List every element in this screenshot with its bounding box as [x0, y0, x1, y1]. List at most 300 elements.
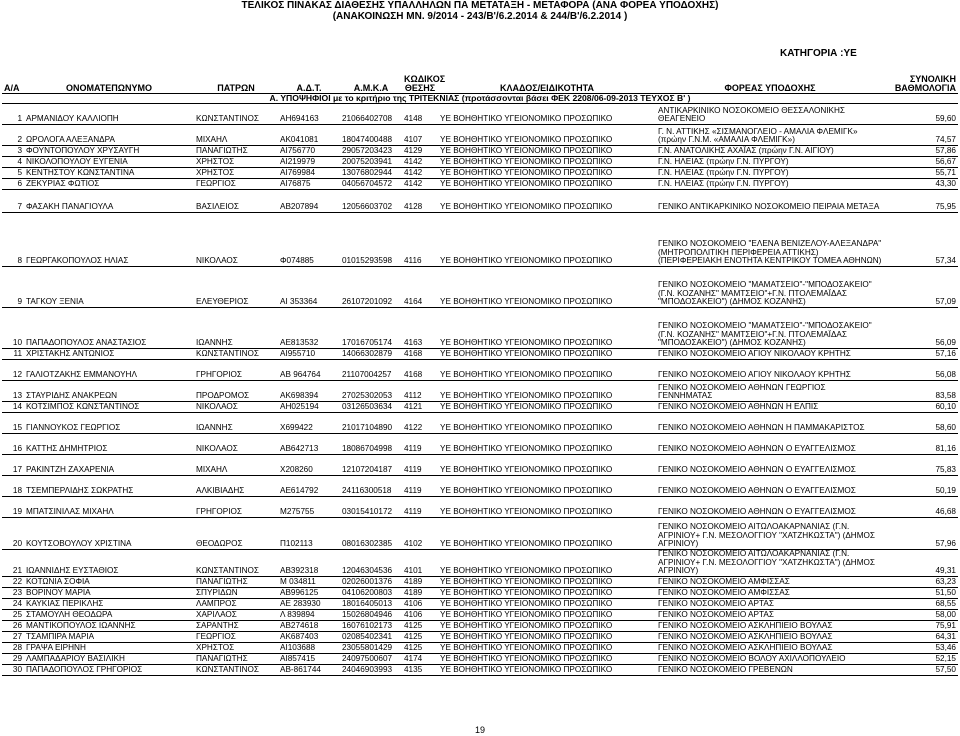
specialty: ΥΕ ΒΟΗΘΗΤΙΚΟ ΥΓΕΙΟΝΟΜΙΚΟ ΠΡΟΣΩΠΙΚΟ: [438, 598, 656, 609]
id-number: Χ208260: [278, 455, 340, 476]
document-subtitle: (ΑΝΑΚΟΙΝΩΣΗ ΜΝ. 9/2014 - 243/Β'/6.2.2014 & 244/Β'/6.2.2014 ): [332, 11, 628, 22]
employee-name: ΜΑΝΤΙΚΟΠΟΥΛΟΣ ΙΩΑΝΝΗΣ: [24, 620, 194, 631]
section-subheader-row: [2, 94, 958, 104]
header-aa: Α/Α: [2, 60, 24, 94]
id-number: ΑΕ614792: [278, 476, 340, 497]
table-row: [2, 434, 958, 455]
id-number: Μ275755: [278, 497, 340, 518]
father-name: ΣΠΥΡΙΔΩΝ: [194, 587, 278, 598]
position-code: 4142: [402, 168, 438, 179]
id-number: Φ074885: [278, 213, 340, 267]
total-score: 52,15: [884, 653, 958, 664]
position-code: 4125: [402, 642, 438, 653]
father-name: ΓΡΗΓΟΡΙΟΣ: [194, 360, 278, 381]
total-score: 68,55: [884, 598, 958, 609]
total-score: 57,34: [884, 213, 958, 267]
amka: 18086704998: [340, 434, 402, 455]
father-name: ΓΡΗΓΟΡΙΟΣ: [194, 497, 278, 518]
specialty: ΥΕ ΒΟΗΘΗΤΙΚΟ ΥΓΕΙΟΝΟΜΙΚΟ ΠΡΟΣΩΠΙΚΟ: [438, 190, 656, 213]
father-name: ΝΙΚΟΛΑΟΣ: [194, 434, 278, 455]
table-row: [2, 125, 958, 146]
amka: 24046903993: [340, 664, 402, 675]
header-name: ΟΝΟΜΑΤΕΠΩΝΥΜΟ: [24, 60, 194, 94]
document-title: ΤΕΛΙΚΟΣ ΠΙΝΑΚΑΣ ΔΙΑΘΕΣΗΣ ΥΠΑΛΛΗΛΩΝ ΠΑ ΜΕΤΑΤΑΞΗ - ΜΕΤΑΦΟΡΑ (ΑΝΑ ΦΟΡΕΑ ΥΠΟΔΟΧΗΣ): [241, 0, 719, 11]
row-number: 4: [2, 157, 24, 168]
header-amka: Α.Μ.Κ.Α: [340, 60, 402, 94]
position-code: 4135: [402, 664, 438, 675]
header-specialty: ΚΛΑΔΟΣ/ΕΙΔΙΚΟΤΗΤΑ: [438, 60, 656, 94]
specialty: ΥΕ ΒΟΗΘΗΤΙΚΟ ΥΓΕΙΟΝΟΜΙΚΟ ΠΡΟΣΩΠΙΚΟ: [438, 104, 656, 125]
row-number: 7: [2, 190, 24, 213]
employee-name: ΠΑΠΑΔΟΠΟΥΛΟΣ ΓΡΗΓΟΡΙΟΣ: [24, 664, 194, 675]
employee-name: ΡΑΚΙΝΤΖΗ ΖΑΧΑΡΕΝΙΑ: [24, 455, 194, 476]
host-agency: ΑΝΤΙΚΑΡΚΙΝΙΚΟ ΝΟΣΟΚΟΜΕΙΟ ΘΕΣΣΑΛΟΝΙΚΗΣ ΘΕΑΓΕΝΕΙΟ: [656, 104, 884, 125]
total-score: 75,91: [884, 620, 958, 631]
table-row: [2, 213, 958, 267]
host-agency: ΓΕΝΙΚΟ ΝΟΣΟΚΟΜΕΙΟ ΑΙΤΩΛΟΑΚΑΡΝΑΝΙΑΣ (Γ.Ν. ΑΓΡΙΝΙΟΥ+ Γ.Ν. ΜΕΣΟΛΟΓΓΙΟΥ "ΧΑΤΖΗΚΩΣΤΑ") (ΔΗΜΟΣ ΑΓΡΙΝΙΟΥ): [656, 518, 884, 550]
id-number: Λ 839894: [278, 609, 340, 620]
total-score: 49,31: [884, 550, 958, 577]
father-name: ΒΑΣΙΛΕΙΟΣ: [194, 190, 278, 213]
amka: 04056704572: [340, 179, 402, 190]
table-row: [2, 609, 958, 620]
specialty: ΥΕ ΒΟΗΘΗΤΙΚΟ ΥΓΕΙΟΝΟΜΙΚΟ ΠΡΟΣΩΠΙΚΟ: [438, 653, 656, 664]
position-code: 4101: [402, 550, 438, 577]
row-number: 20: [2, 518, 24, 550]
position-code: 4119: [402, 476, 438, 497]
page-number: 19: [474, 725, 485, 735]
father-name: ΙΩΑΝΝΗΣ: [194, 308, 278, 349]
specialty: ΥΕ ΒΟΗΘΗΤΙΚΟ ΥΓΕΙΟΝΟΜΙΚΟ ΠΡΟΣΩΠΙΚΟ: [438, 550, 656, 577]
id-number: ΑΒ274618: [278, 620, 340, 631]
host-agency: ΓΕΝΙΚΟ ΝΟΣΟΚΟΜΕΙΟ ΑΣΚΛΗΠΙΕΙΟ ΒΟΥΛΑΣ: [656, 642, 884, 653]
table-row: [2, 308, 958, 349]
total-score: 43,30: [884, 179, 958, 190]
employee-name: ΓΑΛΙΟΤΖΑΚΗΣ ΕΜΜΑΝΟΥΗΛ: [24, 360, 194, 381]
position-code: 4107: [402, 125, 438, 146]
total-score: 75,95: [884, 190, 958, 213]
amka: 21066402708: [340, 104, 402, 125]
table-row: [2, 146, 958, 157]
specialty: ΥΕ ΒΟΗΘΗΤΙΚΟ ΥΓΕΙΟΝΟΜΙΚΟ ΠΡΟΣΩΠΙΚΟ: [438, 455, 656, 476]
position-code: 4112: [402, 381, 438, 402]
amka: 21017104890: [340, 413, 402, 434]
id-number: ΑΒ-861744: [278, 664, 340, 675]
total-score: 56,09: [884, 308, 958, 349]
host-agency: ΓΕΝΙΚΟ ΝΟΣΟΚΟΜΕΙΟ ΑΓΙΟΥ ΝΙΚΟΛΑΟΥ ΚΡΗΤΗΣ: [656, 360, 884, 381]
id-number: ΑΗ694163: [278, 104, 340, 125]
id-number: Π102113: [278, 518, 340, 550]
row-number: 8: [2, 213, 24, 267]
employee-name: ΧΡΙΣΤΑΚΗΣ ΑΝΤΩΝΙΟΣ: [24, 349, 194, 360]
table-row: [2, 402, 958, 413]
specialty: ΥΕ ΒΟΗΘΗΤΙΚΟ ΥΓΕΙΟΝΟΜΙΚΟ ΠΡΟΣΩΠΙΚΟ: [438, 168, 656, 179]
row-number: 26: [2, 620, 24, 631]
father-name: ΧΑΡΙΛΑΟΣ: [194, 609, 278, 620]
employee-name: ΖΕΚΥΡΙΑΣ ΦΩΤΙΟΣ: [24, 179, 194, 190]
table-row: [2, 455, 958, 476]
id-number: ΑΚ687403: [278, 631, 340, 642]
total-score: 57,86: [884, 146, 958, 157]
total-score: 57,09: [884, 267, 958, 308]
total-score: 50,19: [884, 476, 958, 497]
host-agency: ΓΕΝΙΚΟ ΝΟΣΟΚΟΜΕΙΟ "ΜΑΜΑΤΣΕΙΟ"-"ΜΠΟΔΟΣΑΚΕΙΟ" (Γ.Ν. ΚΟΖΑΝΗΣ" ΜΑΜΤΣΕΙΟ"+Γ.Ν. ΠΤΟΛΕΜΑΪΔΑΣ "ΜΠΟΔΟΣΑΚΕΙΟ") (ΔΗΜΟΣ ΚΟΖΑΝΗΣ): [656, 308, 884, 349]
header-father: ΠΑΤΡΩΝ: [194, 60, 278, 94]
father-name: ΑΛΚΙΒΙΑΔΗΣ: [194, 476, 278, 497]
id-number: Χ699422: [278, 413, 340, 434]
host-agency: ΓΕΝΙΚΟ ΝΟΣΟΚΟΜΕΙΟ "ΕΛΕΝΑ ΒΕΝΙΖΕΛΟΥ-ΑΛΕΞΑΝΔΡΑ" (ΜΗΤΡΟΠΟΛΙΤΙΚΗ ΠΕΡΙΦΕΡΕΙΑ ΑΤΤΙΚΗΣ) (ΠΕΡΙΦΕΡΕΙΑΚΗ ΕΝΟΤΗΤΑ ΚΕΝΤΡΙΚΟΥ ΤΟΜΕΑ ΑΘΗΝΩΝ): [656, 213, 884, 267]
amka: 02085402341: [340, 631, 402, 642]
position-code: 4119: [402, 455, 438, 476]
id-number: ΑΙ756770: [278, 146, 340, 157]
position-code: 4121: [402, 402, 438, 413]
amka: 24097500607: [340, 653, 402, 664]
specialty: ΥΕ ΒΟΗΘΗΤΙΚΟ ΥΓΕΙΟΝΟΜΙΚΟ ΠΡΟΣΩΠΙΚΟ: [438, 609, 656, 620]
position-code: 4106: [402, 598, 438, 609]
specialty: ΥΕ ΒΟΗΘΗΤΙΚΟ ΥΓΕΙΟΝΟΜΙΚΟ ΠΡΟΣΩΠΙΚΟ: [438, 267, 656, 308]
specialty: ΥΕ ΒΟΗΘΗΤΙΚΟ ΥΓΕΙΟΝΟΜΙΚΟ ΠΡΟΣΩΠΙΚΟ: [438, 402, 656, 413]
row-number: 2: [2, 125, 24, 146]
id-number: ΑΙ 353364: [278, 267, 340, 308]
total-score: 53,46: [884, 642, 958, 653]
amka: 08016302385: [340, 518, 402, 550]
table-header-row: [2, 60, 958, 94]
id-number: ΑΙ955710: [278, 349, 340, 360]
row-number: 11: [2, 349, 24, 360]
total-score: 51,50: [884, 587, 958, 598]
specialty: ΥΕ ΒΟΗΘΗΤΙΚΟ ΥΓΕΙΟΝΟΜΙΚΟ ΠΡΟΣΩΠΙΚΟ: [438, 213, 656, 267]
total-score: 46,68: [884, 497, 958, 518]
total-score: 63,23: [884, 576, 958, 587]
total-score: 58,00: [884, 609, 958, 620]
id-number: ΑΙ76875: [278, 179, 340, 190]
table-row: [2, 381, 958, 402]
host-agency: ΓΕΝΙΚΟ ΝΟΣΟΚΟΜΕΙΟ ΑΜΦΙΣΣΑΣ: [656, 576, 884, 587]
employee-name: ΤΣΑΜΠΙΡΑ ΜΑΡΙΑ: [24, 631, 194, 642]
specialty: ΥΕ ΒΟΗΘΗΤΙΚΟ ΥΓΕΙΟΝΟΜΙΚΟ ΠΡΟΣΩΠΙΚΟ: [438, 413, 656, 434]
father-name: ΧΡΗΣΤΟΣ: [194, 642, 278, 653]
amka: 27025302053: [340, 381, 402, 402]
specialty: ΥΕ ΒΟΗΘΗΤΙΚΟ ΥΓΕΙΟΝΟΜΙΚΟ ΠΡΟΣΩΠΙΚΟ: [438, 518, 656, 550]
employee-name: ΚΑΤΤΗΣ ΔΗΜΗΤΡΙΟΣ: [24, 434, 194, 455]
host-agency: ΓΕΝΙΚΟ ΝΟΣΟΚΟΜΕΙΟ ΑΘΗΝΩΝ Ο ΕΥΑΓΓΕΛΙΣΜΟΣ: [656, 476, 884, 497]
specialty: ΥΕ ΒΟΗΘΗΤΙΚΟ ΥΓΕΙΟΝΟΜΙΚΟ ΠΡΟΣΩΠΙΚΟ: [438, 497, 656, 518]
specialty: ΥΕ ΒΟΗΘΗΤΙΚΟ ΥΓΕΙΟΝΟΜΙΚΟ ΠΡΟΣΩΠΙΚΟ: [438, 476, 656, 497]
father-name: ΣΑΡΑΝΤΗΣ: [194, 620, 278, 631]
amka: 13076802944: [340, 168, 402, 179]
father-name: ΙΩΑΝΝΗΣ: [194, 413, 278, 434]
specialty: ΥΕ ΒΟΗΘΗΤΙΚΟ ΥΓΕΙΟΝΟΜΙΚΟ ΠΡΟΣΩΠΙΚΟ: [438, 360, 656, 381]
row-number: 9: [2, 267, 24, 308]
id-number: ΑΙ103688: [278, 642, 340, 653]
position-code: 4125: [402, 620, 438, 631]
position-code: 4189: [402, 576, 438, 587]
row-number: 24: [2, 598, 24, 609]
position-code: 4119: [402, 497, 438, 518]
position-code: 4125: [402, 631, 438, 642]
employee-name: ΤΣΕΜΠΕΡΛΙΔΗΣ ΣΩΚΡΑΤΗΣ: [24, 476, 194, 497]
employee-name: ΓΙΑΝΝΟΥΚΟΣ ΓΕΩΡΓΙΟΣ: [24, 413, 194, 434]
father-name: ΜΙΧΑΗΛ: [194, 455, 278, 476]
row-number: 21: [2, 550, 24, 577]
table-row: [2, 104, 958, 125]
specialty: ΥΕ ΒΟΗΘΗΤΙΚΟ ΥΓΕΙΟΝΟΜΙΚΟ ΠΡΟΣΩΠΙΚΟ: [438, 631, 656, 642]
total-score: 58,60: [884, 413, 958, 434]
employee-name: ΑΡΜΑΝΙΔΟΥ ΚΑΛΛΙΟΠΗ: [24, 104, 194, 125]
table-row: [2, 360, 958, 381]
amka: 24116300518: [340, 476, 402, 497]
host-agency: Γ.Ν. ΗΛΕΙΑΣ (πρώην Γ.Ν. ΠΥΡΓΟΥ): [656, 168, 884, 179]
total-score: 81,16: [884, 434, 958, 455]
specialty: ΥΕ ΒΟΗΘΗΤΙΚΟ ΥΓΕΙΟΝΟΜΙΚΟ ΠΡΟΣΩΠΙΚΟ: [438, 620, 656, 631]
row-number: 6: [2, 179, 24, 190]
table-row: [2, 168, 958, 179]
allocation-table: [2, 60, 958, 676]
amka: 16076102173: [340, 620, 402, 631]
host-agency: ΓΕΝΙΚΟ ΝΟΣΟΚΟΜΕΙΟ ΑΘΗΝΩΝ Ο ΕΥΑΓΓΕΛΙΣΜΟΣ: [656, 455, 884, 476]
total-score: 57,16: [884, 349, 958, 360]
total-score: 59,60: [884, 104, 958, 125]
father-name: ΚΩΝΣΤΑΝΤΙΝΟΣ: [194, 550, 278, 577]
position-code: 4106: [402, 609, 438, 620]
host-agency: ΓΕΝΙΚΟ ΝΟΣΟΚΟΜΕΙΟ ΑΣΚΛΗΠΙΕΙΟ ΒΟΥΛΑΣ: [656, 631, 884, 642]
specialty: ΥΕ ΒΟΗΘΗΤΙΚΟ ΥΓΕΙΟΝΟΜΙΚΟ ΠΡΟΣΩΠΙΚΟ: [438, 642, 656, 653]
position-code: 4168: [402, 349, 438, 360]
father-name: ΘΕΟΔΩΡΟΣ: [194, 518, 278, 550]
father-name: ΓΕΩΡΓΙΟΣ: [194, 631, 278, 642]
father-name: ΛΑΜΠΡΟΣ: [194, 598, 278, 609]
specialty: ΥΕ ΒΟΗΘΗΤΙΚΟ ΥΓΕΙΟΝΟΜΙΚΟ ΠΡΟΣΩΠΙΚΟ: [438, 587, 656, 598]
row-number: 30: [2, 664, 24, 675]
employee-name: ΓΕΩΡΓΑΚΟΠΟΥΛΟΣ ΗΛΙΑΣ: [24, 213, 194, 267]
employee-name: ΚΑΥΚΙΑΣ ΠΕΡΙΚΛΗΣ: [24, 598, 194, 609]
table-row: [2, 587, 958, 598]
host-agency: ΓΕΝΙΚΟ ΝΟΣΟΚΟΜΕΙΟ ΑΡΤΑΣ: [656, 609, 884, 620]
header-total-score: ΣΥΝΟΛΙΚΗ ΒΑΘΜΟΛΟΓΙΑ: [884, 60, 958, 94]
table-row: [2, 267, 958, 308]
row-number: 18: [2, 476, 24, 497]
row-number: 12: [2, 360, 24, 381]
total-score: 57,96: [884, 518, 958, 550]
id-number: ΑΚ698394: [278, 381, 340, 402]
row-number: 13: [2, 381, 24, 402]
id-number: ΑΕ 283930: [278, 598, 340, 609]
host-agency: ΓΕΝΙΚΟ ΝΟΣΟΚΟΜΕΙΟ ΑΘΗΝΩΝ Ο ΕΥΑΓΓΕΛΙΣΜΟΣ: [656, 497, 884, 518]
amka: 20075203941: [340, 157, 402, 168]
employee-name: ΝΙΚΟΛΟΠΟΥΛΟΥ ΕΥΓΕΝΙΑ: [24, 157, 194, 168]
host-agency: ΓΕΝΙΚΟ ΝΟΣΟΚΟΜΕΙΟ ΑΜΦΙΣΣΑΣ: [656, 587, 884, 598]
host-agency: Γ.Ν. ΑΝΑΤΟΛΙΚΗΣ ΑΧΑΪΑΣ (πρώην Γ.Ν. ΑΙΓΙΟΥ): [656, 146, 884, 157]
id-number: ΑΒ 964764: [278, 360, 340, 381]
section-subheader: Α. ΥΠΟΨΗΦΙΟΙ με το κριτήριο της ΤΡΙΤΕΚΝΙΑΣ (προτάσσονται βάσει ΦΕΚ 2208/06-09-2013 ΤΕΥΧΟΣ Β' ): [2, 94, 958, 104]
father-name: ΠΡΟΔΡΟΜΟΣ: [194, 381, 278, 402]
id-number: ΑΙ769984: [278, 168, 340, 179]
id-number: ΑΙ857415: [278, 653, 340, 664]
row-number: 14: [2, 402, 24, 413]
amka: 03126503634: [340, 402, 402, 413]
row-number: 15: [2, 413, 24, 434]
id-number: ΑΚ041081: [278, 125, 340, 146]
father-name: ΠΑΝΑΓΙΩΤΗΣ: [194, 576, 278, 587]
position-code: 4122: [402, 413, 438, 434]
total-score: 83,58: [884, 381, 958, 402]
employee-name: ΦΑΣΑΚΗ ΠΑΝΑΓΙΟΥΛΑ: [24, 190, 194, 213]
position-code: 4189: [402, 587, 438, 598]
amka: 02026001376: [340, 576, 402, 587]
father-name: ΠΑΝΑΓΙΩΤΗΣ: [194, 146, 278, 157]
father-name: ΝΙΚΟΛΑΟΣ: [194, 402, 278, 413]
total-score: 55,71: [884, 168, 958, 179]
total-score: 56,08: [884, 360, 958, 381]
father-name: ΧΡΗΣΤΟΣ: [194, 157, 278, 168]
specialty: ΥΕ ΒΟΗΘΗΤΙΚΟ ΥΓΕΙΟΝΟΜΙΚΟ ΠΡΟΣΩΠΙΚΟ: [438, 664, 656, 675]
employee-name: ΚΟΤΩΝΙΑ ΣΟΦΙΑ: [24, 576, 194, 587]
specialty: ΥΕ ΒΟΗΘΗΤΙΚΟ ΥΓΕΙΟΝΟΜΙΚΟ ΠΡΟΣΩΠΙΚΟ: [438, 179, 656, 190]
table-row: [2, 653, 958, 664]
specialty: ΥΕ ΒΟΗΘΗΤΙΚΟ ΥΓΕΙΟΝΟΜΙΚΟ ΠΡΟΣΩΠΙΚΟ: [438, 349, 656, 360]
table-row: [2, 598, 958, 609]
category-label: ΚΑΤΗΓΟΡΙΑ :ΥΕ: [780, 48, 857, 59]
host-agency: ΓΕΝΙΚΟ ΝΟΣΟΚΟΜΕΙΟ ΑΘΗΝΩΝ Η ΕΛΠΙΣ: [656, 402, 884, 413]
row-number: 25: [2, 609, 24, 620]
host-agency: ΓΕΝΙΚΟ ΝΟΣΟΚΟΜΕΙΟ ΑΘΗΝΩΝ Ο ΕΥΑΓΓΕΛΙΣΜΟΣ: [656, 434, 884, 455]
table-row: [2, 631, 958, 642]
amka: 12107204187: [340, 455, 402, 476]
specialty: ΥΕ ΒΟΗΘΗΤΙΚΟ ΥΓΕΙΟΝΟΜΙΚΟ ΠΡΟΣΩΠΙΚΟ: [438, 576, 656, 587]
total-score: 75,83: [884, 455, 958, 476]
father-name: ΜΙΧΑΗΛ: [194, 125, 278, 146]
employee-name: ΚΟΤΣΙΜΠΟΣ ΚΩΝΣΤΑΝΤΙΝΟΣ: [24, 402, 194, 413]
total-score: 60,10: [884, 402, 958, 413]
host-agency: ΓΕΝΙΚΟ ΝΟΣΟΚΟΜΕΙΟ ΑΓΙΟΥ ΝΙΚΟΛΑΟΥ ΚΡΗΤΗΣ: [656, 349, 884, 360]
employee-name: ΓΡΑΨΑ ΕΙΡΗΝΗ: [24, 642, 194, 653]
position-code: 4129: [402, 146, 438, 157]
host-agency: ΓΕΝΙΚΟ ΝΟΣΟΚΟΜΕΙΟ ΒΟΛΟΥ ΑΧΙΛΛΟΠΟΥΛΕΙΟ: [656, 653, 884, 664]
row-number: 27: [2, 631, 24, 642]
table-row: [2, 642, 958, 653]
position-code: 4168: [402, 360, 438, 381]
employee-name: ΒΟΡΙΝΟΥ ΜΑΡΙΑ: [24, 587, 194, 598]
row-number: 3: [2, 146, 24, 157]
id-number: ΑΒ392318: [278, 550, 340, 577]
row-number: 28: [2, 642, 24, 653]
position-code: 4148: [402, 104, 438, 125]
position-code: 4128: [402, 190, 438, 213]
amka: 29057203423: [340, 146, 402, 157]
id-number: ΑΒ642713: [278, 434, 340, 455]
employee-name: ΚΕΝΤΗΣΤΟΥ ΚΩΝΣΤΑΝΤΙΝΑ: [24, 168, 194, 179]
table-row: [2, 413, 958, 434]
position-code: 4174: [402, 653, 438, 664]
table-row: [2, 157, 958, 168]
father-name: ΚΩΝΣΤΑΝΤΙΝΟΣ: [194, 104, 278, 125]
id-number: ΑΕ813532: [278, 308, 340, 349]
row-number: 17: [2, 455, 24, 476]
amka: 04106200803: [340, 587, 402, 598]
amka: 01015293598: [340, 213, 402, 267]
table-row: [2, 518, 958, 550]
total-score: 57,50: [884, 664, 958, 675]
position-code: 4116: [402, 213, 438, 267]
amka: 14066302879: [340, 349, 402, 360]
host-agency: ΓΕΝΙΚΟ ΝΟΣΟΚΟΜΕΙΟ "ΜΑΜΑΤΣΕΙΟ"-"ΜΠΟΔΟΣΑΚΕΙΟ" (Γ.Ν. ΚΟΖΑΝΗΣ" ΜΑΜΤΣΕΙΟ"+Γ.Ν. ΠΤΟΛΕΜΑΪΔΑΣ "ΜΠΟΔΟΣΑΚΕΙΟ") (ΔΗΜΟΣ ΚΟΖΑΝΗΣ): [656, 267, 884, 308]
employee-name: ΚΟΥΤΣΟΒΟΥΛΟΥ ΧΡΙΣΤΙΝΑ: [24, 518, 194, 550]
employee-name: ΣΤΑΜΟΥΛΗ ΘΕΟΔΩΡΑ: [24, 609, 194, 620]
host-agency: Γ.Ν. ΗΛΕΙΑΣ (πρώην Γ.Ν. ΠΥΡΓΟΥ): [656, 157, 884, 168]
employee-name: ΦΟΥΝΤΟΠΟΥΛΟΥ ΧΡΥΣΑΥΓΗ: [24, 146, 194, 157]
father-name: ΠΑΝΑΓΙΩΤΗΣ: [194, 653, 278, 664]
position-code: 4119: [402, 434, 438, 455]
row-number: 10: [2, 308, 24, 349]
table-row: [2, 349, 958, 360]
host-agency: Γ.Ν. ΗΛΕΙΑΣ (πρώην Γ.Ν. ΠΥΡΓΟΥ): [656, 179, 884, 190]
specialty: ΥΕ ΒΟΗΘΗΤΙΚΟ ΥΓΕΙΟΝΟΜΙΚΟ ΠΡΟΣΩΠΙΚΟ: [438, 434, 656, 455]
id-number: ΑΙ219979: [278, 157, 340, 168]
table-row: [2, 620, 958, 631]
host-agency: Γ. Ν. ΑΤΤΙΚΗΣ «ΣΙΣΜΑΝΟΓΛΕΙΟ - ΑΜΑΛΙΑ ΦΛΕΜΙΓΚ» (πρώην Γ.Ν.Μ. «ΑΜΑΛΙΑ ΦΛΕΜΙΓΚ»): [656, 125, 884, 146]
specialty: ΥΕ ΒΟΗΘΗΤΙΚΟ ΥΓΕΙΟΝΟΜΙΚΟ ΠΡΟΣΩΠΙΚΟ: [438, 146, 656, 157]
host-agency: ΓΕΝΙΚΟ ΝΟΣΟΚΟΜΕΙΟ ΑΡΤΑΣ: [656, 598, 884, 609]
header-adt: Α.Δ.Τ.: [278, 60, 340, 94]
father-name: ΧΡΗΣΤΟΣ: [194, 168, 278, 179]
amka: 03015410172: [340, 497, 402, 518]
header-host-agency: ΦΟΡΕΑΣ ΥΠΟΔΟΧΗΣ: [656, 60, 884, 94]
employee-name: ΠΑΠΑΔΟΠΟΥΛΟΣ ΑΝΑΣΤΑΣΙΟΣ: [24, 308, 194, 349]
table-row: [2, 190, 958, 213]
id-number: ΑΒ207894: [278, 190, 340, 213]
table-row: [2, 576, 958, 587]
host-agency: ΓΕΝΙΚΟ ΝΟΣΟΚΟΜΕΙΟ ΓΡΕΒΕΝΩΝ: [656, 664, 884, 675]
specialty: ΥΕ ΒΟΗΘΗΤΙΚΟ ΥΓΕΙΟΝΟΜΙΚΟ ΠΡΟΣΩΠΙΚΟ: [438, 157, 656, 168]
position-code: 4102: [402, 518, 438, 550]
id-number: ΑΗ025194: [278, 402, 340, 413]
employee-name: ΩΡΟΛΟΓΑ ΑΛΕΞΑΝΔΡΑ: [24, 125, 194, 146]
table-row: [2, 179, 958, 190]
id-number: ΑΒ996125: [278, 587, 340, 598]
specialty: ΥΕ ΒΟΗΘΗΤΙΚΟ ΥΓΕΙΟΝΟΜΙΚΟ ΠΡΟΣΩΠΙΚΟ: [438, 308, 656, 349]
amka: 21107004257: [340, 360, 402, 381]
father-name: ΚΩΝΣΤΑΝΤΙΝΟΣ: [194, 664, 278, 675]
amka: 23055801429: [340, 642, 402, 653]
total-score: 74,57: [884, 125, 958, 146]
total-score: 64,31: [884, 631, 958, 642]
employee-name: ΤΑΓΚΟΥ ΞΕΝΙΑ: [24, 267, 194, 308]
row-number: 22: [2, 576, 24, 587]
table-row: [2, 497, 958, 518]
host-agency: ΓΕΝΙΚΟ ΝΟΣΟΚΟΜΕΙΟ ΑΘΗΝΩΝ Η ΠΑΜΜΑΚΑΡΙΣΤΟΣ: [656, 413, 884, 434]
employee-name: ΜΠΑΤΣΙΝΙΛΑΣ ΜΙΧΑΗΛ: [24, 497, 194, 518]
row-number: 23: [2, 587, 24, 598]
amka: 12046304536: [340, 550, 402, 577]
position-code: 4163: [402, 308, 438, 349]
position-code: 4164: [402, 267, 438, 308]
employee-name: ΙΩΑΝΝΙΔΗΣ ΕΥΣΤΑΘΙΟΣ: [24, 550, 194, 577]
father-name: ΓΕΩΡΓΙΟΣ: [194, 179, 278, 190]
header-position-code: ΚΩΔΙΚΟΣ ΘΕΣΗΣ: [402, 60, 438, 94]
id-number: Μ 034811: [278, 576, 340, 587]
row-number: 16: [2, 434, 24, 455]
row-number: 1: [2, 104, 24, 125]
host-agency: ΓΕΝΙΚΟ ΑΝΤΙΚΑΡΚΙΝΙΚΟ ΝΟΣΟΚΟΜΕΙΟ ΠΕΙΡΑΙΑ ΜΕΤΑΞΑ: [656, 190, 884, 213]
host-agency: ΓΕΝΙΚΟ ΝΟΣΟΚΟΜΕΙΟ ΑΙΤΩΛΟΑΚΑΡΝΑΝΙΑΣ (Γ.Ν. ΑΓΡΙΝΙΟΥ+ Γ.Ν. ΜΕΣΟΛΟΓΓΙΟΥ "ΧΑΤΖΗΚΩΣΤΑ") (ΔΗΜΟΣ ΑΓΡΙΝΙΟΥ): [656, 550, 884, 577]
amka: 12056603702: [340, 190, 402, 213]
row-number: 29: [2, 653, 24, 664]
row-number: 5: [2, 168, 24, 179]
table-row: [2, 476, 958, 497]
position-code: 4142: [402, 179, 438, 190]
host-agency: ΓΕΝΙΚΟ ΝΟΣΟΚΟΜΕΙΟ ΑΣΚΛΗΠΙΕΙΟ ΒΟΥΛΑΣ: [656, 620, 884, 631]
table-row: [2, 550, 958, 577]
